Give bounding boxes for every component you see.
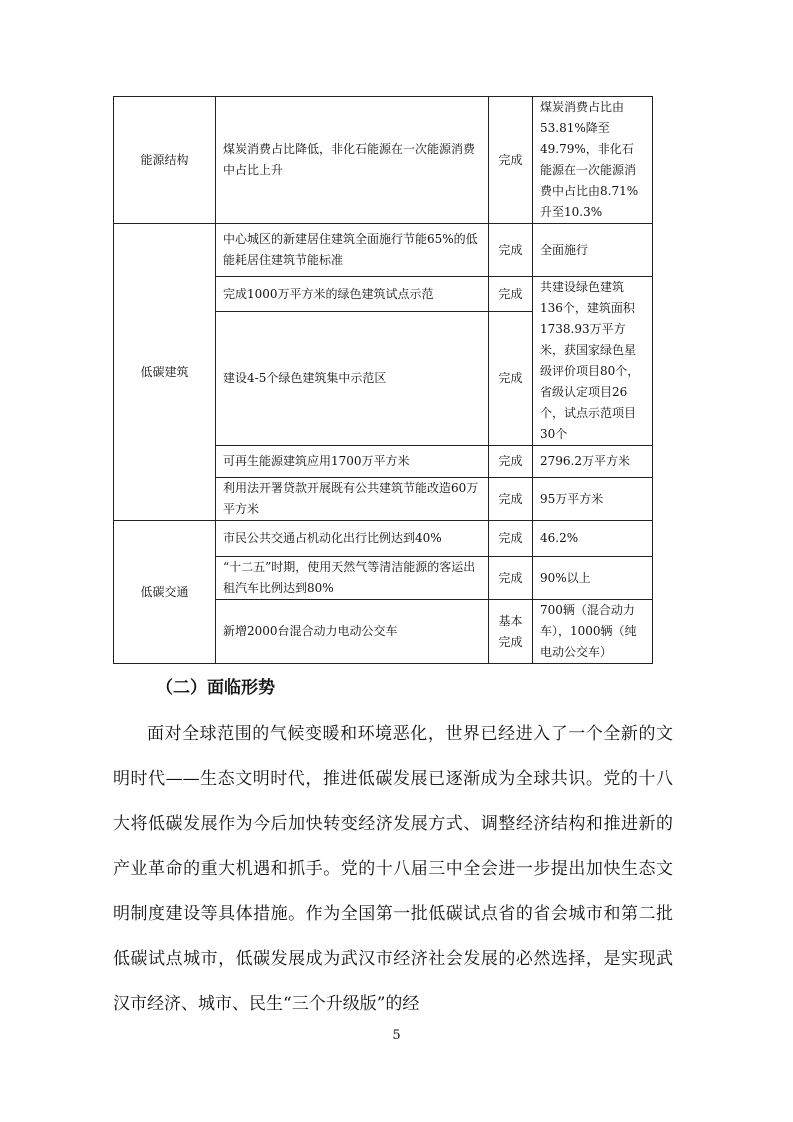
body-text: [113, 712, 673, 1027]
target-cell: “十二五”时期，使用天然气等清洁能源的客运出租汽车比例达到80%: [216, 557, 489, 600]
target-cell: 新增2000台混合动力电动公交车: [216, 600, 489, 664]
table-row: [114, 224, 653, 277]
achievement-table: [113, 96, 653, 664]
target-cell: 中心城区的新建居住建筑全面施行节能65%的低能耗居住建筑节能标准: [216, 224, 489, 277]
status-cell: 完成: [489, 277, 533, 312]
result-cell: 90%以上: [533, 557, 653, 600]
result-cell: 共建设绿色建筑136个，建筑面积1738.93万平方米，获国家绿色星级评价项目80个，省级认定项目26个，试点示范项目30个: [533, 277, 653, 446]
target-cell: 利用法开署贷款开展既有公共建筑节能改造60万平方米: [216, 478, 489, 521]
target-cell: 可再生能源建筑应用1700万平方米: [216, 446, 489, 478]
category-cell: 低碳建筑: [114, 224, 216, 521]
result-cell: 700辆（混合动力车），1000辆（纯电动公交车）: [533, 600, 653, 664]
target-cell: 建设4-5个绿色建筑集中示范区: [216, 312, 489, 446]
status-cell: 完成: [489, 557, 533, 600]
status-cell: 完成: [489, 97, 533, 224]
status-cell: 完成: [489, 478, 533, 521]
target-cell: 煤炭消费占比降低，非化石能源在一次能源消费中占比上升: [216, 97, 489, 224]
category-cell: 能源结构: [114, 97, 216, 224]
page-number: 5: [392, 1028, 401, 1043]
category-cell: 低碳交通: [114, 521, 216, 664]
section-heading: （二）面临形势: [156, 678, 275, 698]
table-row: [114, 97, 653, 224]
table-row: [114, 521, 653, 557]
status-cell: 完成: [489, 312, 533, 446]
status-cell: 完成: [489, 224, 533, 277]
result-cell: 煤炭消费占比由53.81%降至49.79%，非化石能源在一次能源消费中占比由8.71%升至10.3%: [533, 97, 653, 224]
target-cell: 完成1000万平方米的绿色建筑试点示范: [216, 277, 489, 312]
status-cell: 基本完成: [489, 600, 533, 664]
status-cell: 完成: [489, 446, 533, 478]
result-cell: 95万平方米: [533, 478, 653, 521]
result-cell: 2796.2万平方米: [533, 446, 653, 478]
paragraph: 面对全球范围的气候变暖和环境恶化，世界已经进入了一个全新的文明时代——生态文明时代，推进低碳发展已逐渐成为全球共识。党的十八大将低碳发展作为今后加快转变经济发展方式、调整经济结构和推进新的产业革命的重大机遇和抓手。党的十八届三中全会进一步提出加快生态文明制度建设等具体措施。作为全国第一批低碳试点省的省会城市和第二批低碳试点城市，低碳发展成为武汉市经济社会发展的必然选择，是实现武汉市经济、城市、民生“三个升级版”的经: [113, 724, 673, 1014]
result-cell: 46.2%: [533, 521, 653, 557]
result-cell: 全面施行: [533, 224, 653, 277]
status-cell: 完成: [489, 521, 533, 557]
target-cell: 市民公共交通占机动化出行比例达到40%: [216, 521, 489, 557]
